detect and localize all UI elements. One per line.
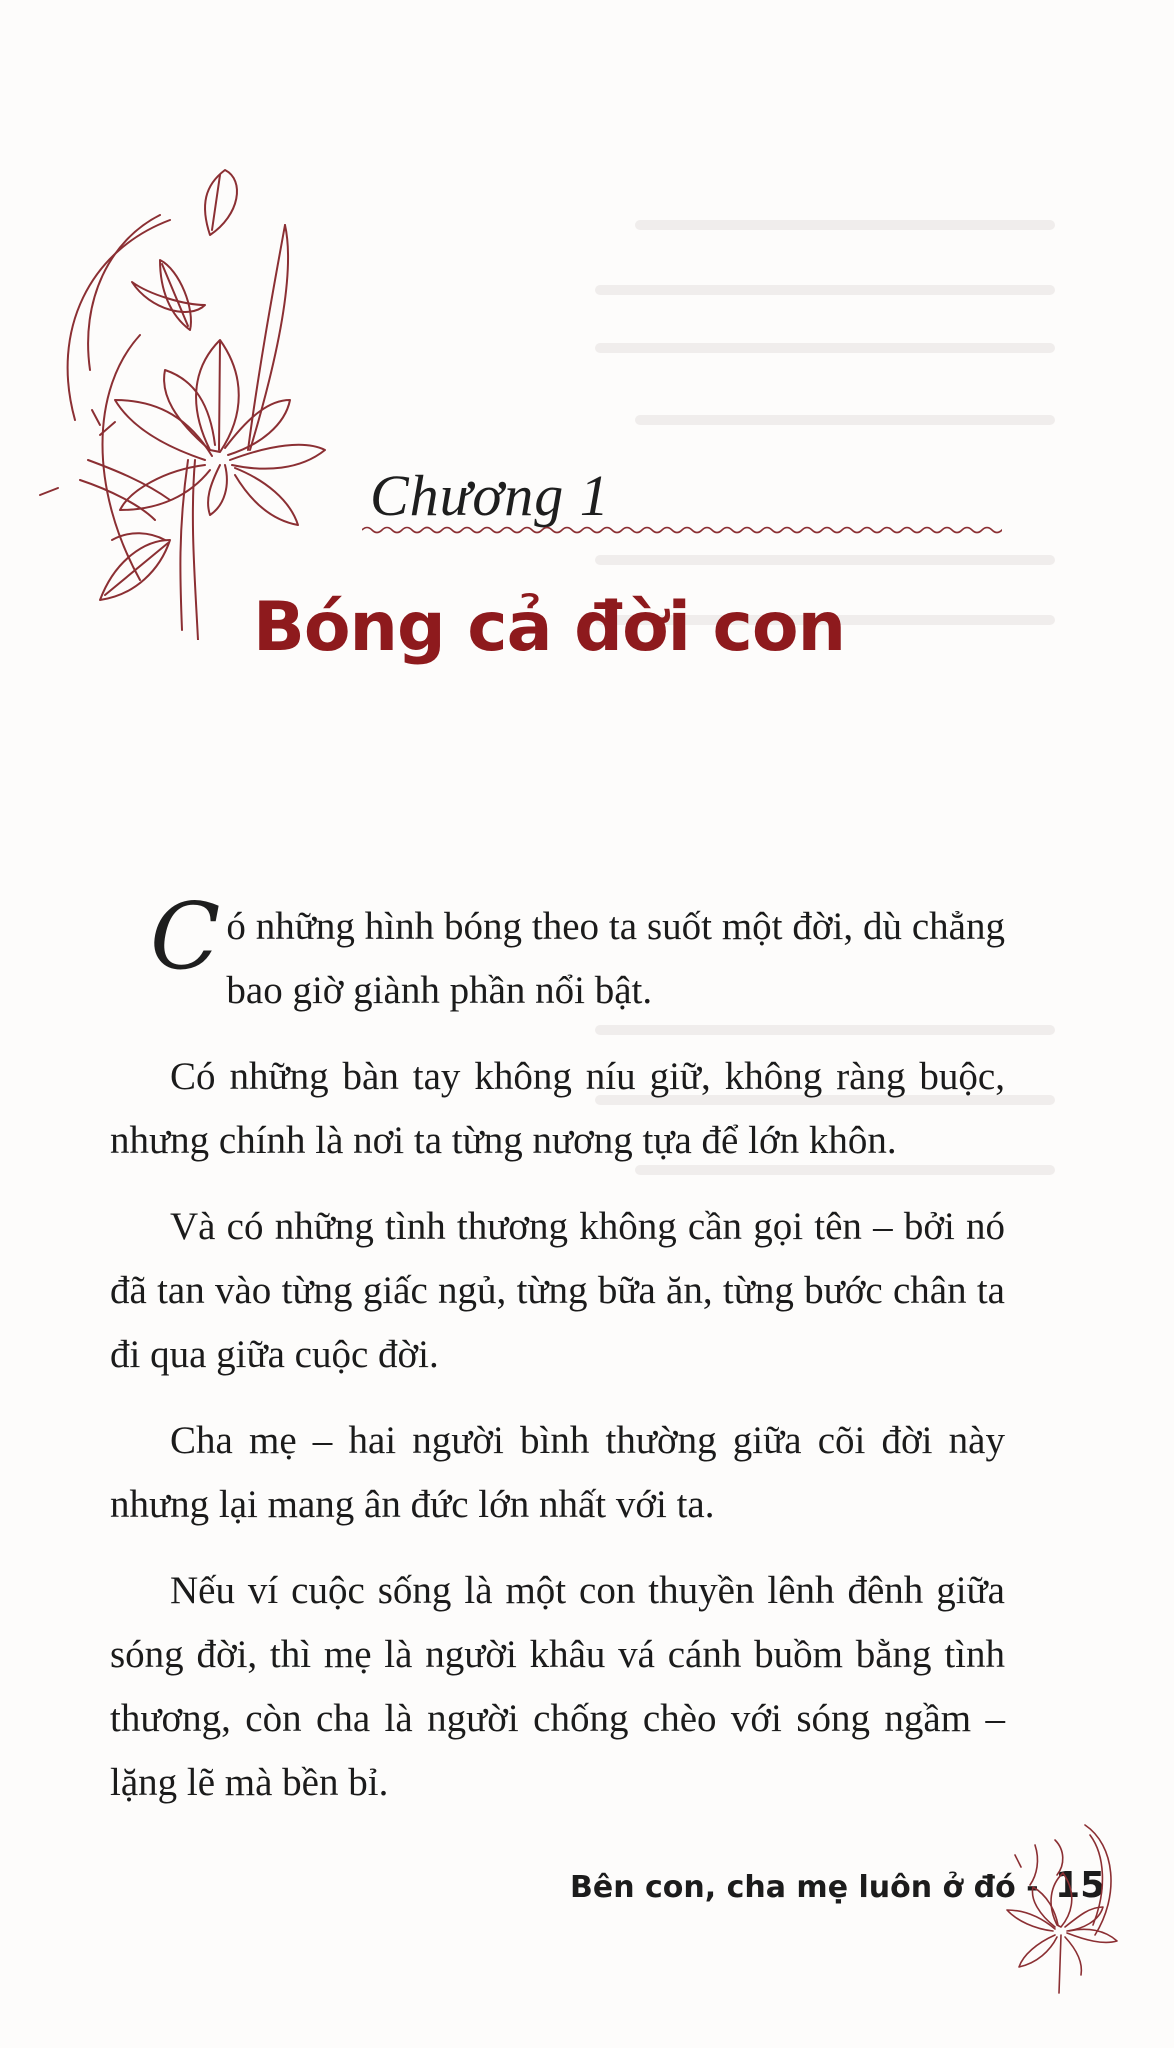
page-number: 15 — [1055, 1865, 1106, 1906]
paragraph: Nếu ví cuộc sống là một con thuyền lênh đênh giữa sóng đời, thì mẹ là người khâu vá cánh buồm bằng tình thương, còn cha là người chống chèo với sóng ngầm – lặng lẽ mà bền bỉ. — [110, 1569, 1005, 1804]
paragraph: Cha mẹ – hai người bình thường giữa cõi đời này nhưng lại mang ân đức lớn nhất với ta. — [110, 1419, 1005, 1526]
paragraph-text: ó những hình bóng theo ta suốt một đời, dù chẳng bao giờ giành phần nổi bật. — [226, 905, 1005, 1012]
chapter-title: Bóng cả đời con — [253, 588, 845, 667]
lotus-ornament-icon — [20, 160, 380, 640]
paragraph: Và có những tình thương không cần gọi tên – bởi nó đã tan vào từng giấc ngủ, từng bữa ăn, từng bước chân ta đi qua giữa cuộc đời. — [110, 1205, 1005, 1376]
body-text — [110, 883, 1005, 1837]
footer-separator: - — [1026, 1870, 1039, 1905]
drop-cap: C — [150, 883, 221, 990]
paragraph — [110, 883, 1005, 1023]
lotus-ornament-icon — [995, 1815, 1125, 1995]
chapter-label: Chương 1 — [370, 463, 610, 528]
running-title: Bên con, cha mẹ luôn ở đó — [570, 1870, 1016, 1905]
paragraph: Có những bàn tay không níu giữ, không ràng buộc, nhưng chính là nơi ta từng nương tựa để lớn khôn. — [110, 1055, 1005, 1162]
wavy-divider — [362, 520, 1002, 540]
